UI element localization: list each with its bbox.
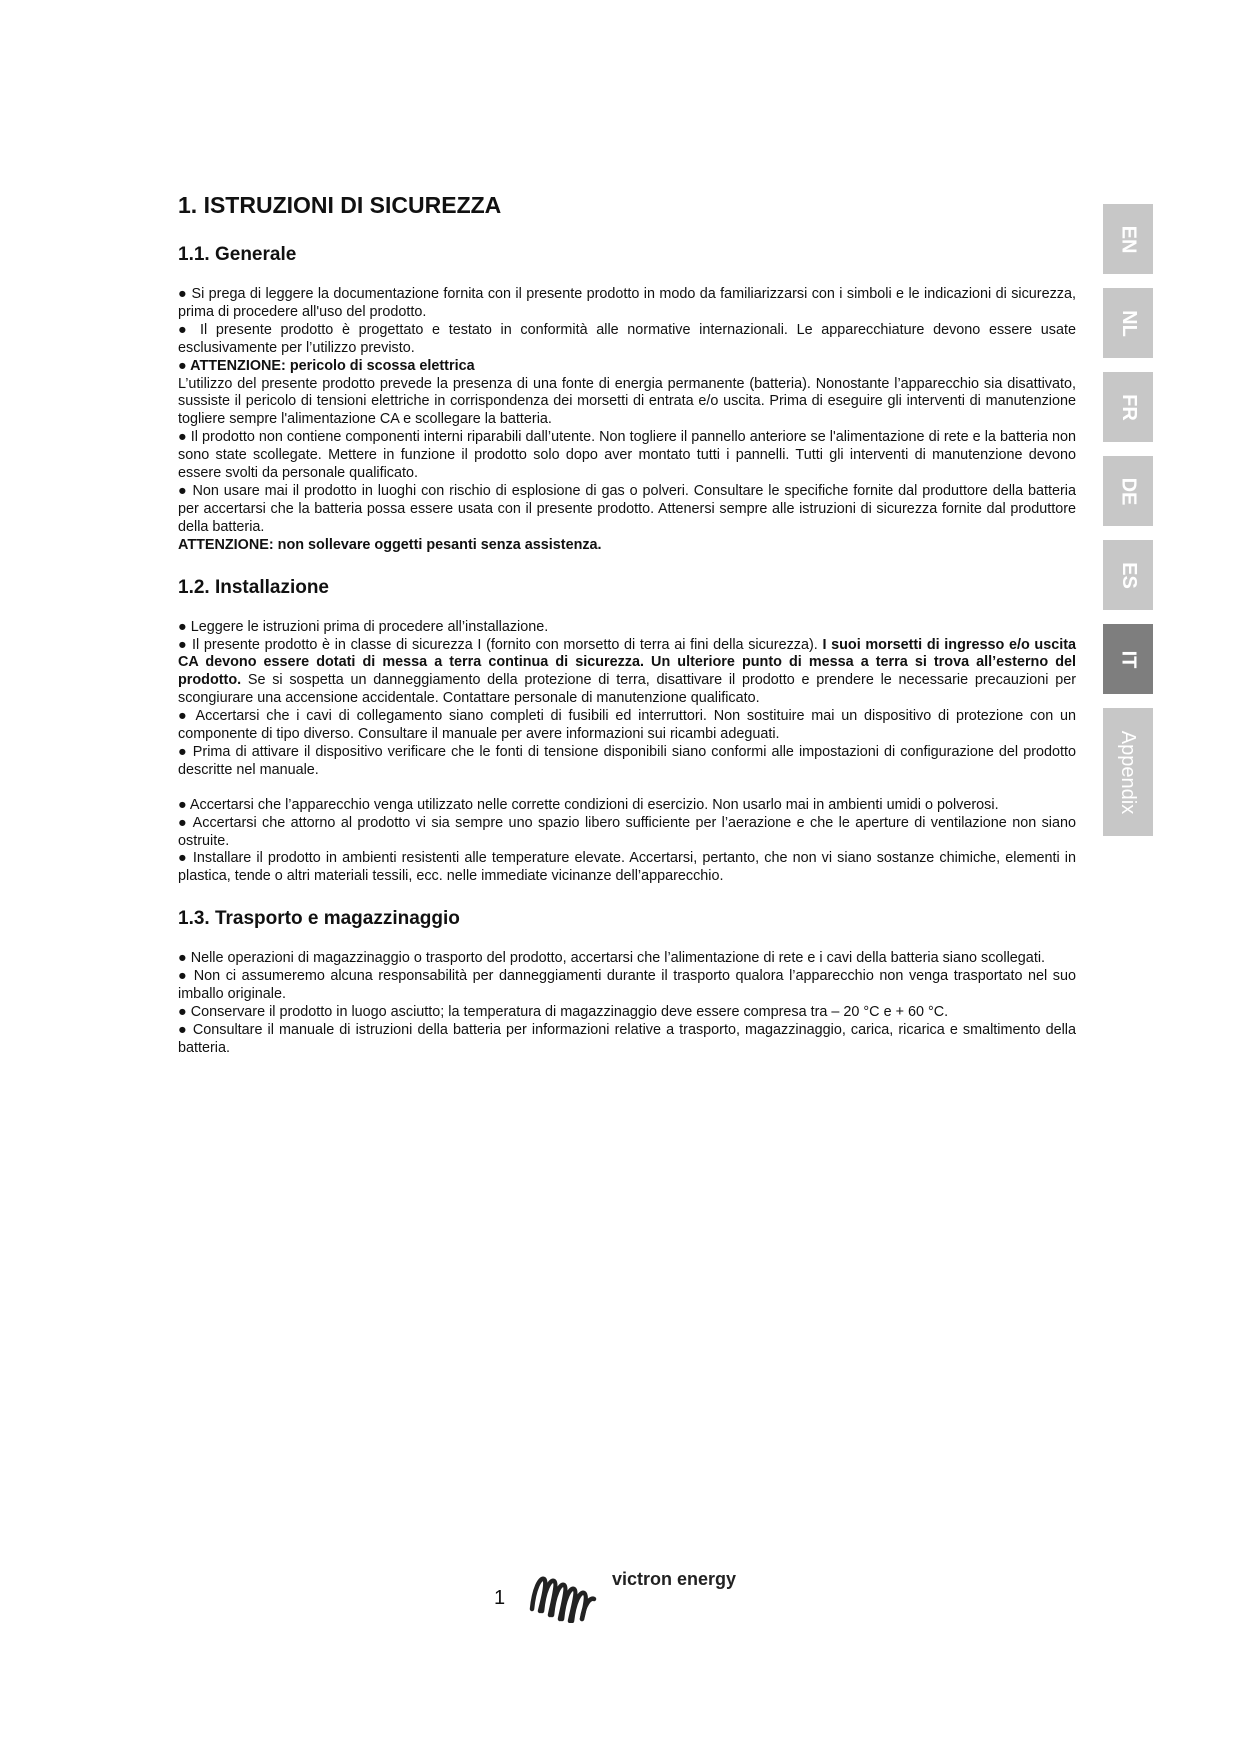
tab-label: IT xyxy=(1117,650,1140,668)
document-body xyxy=(178,190,1076,1078)
tab-en[interactable] xyxy=(1103,204,1153,274)
tab-label: NL xyxy=(1117,309,1140,337)
paragraph: L’utilizzo del presente prodotto prevede la presenza di una fonte di energia permanente (batteria). Nonostante l’apparecchio sia disattivato, sussiste il pericolo di tensioni elettriche in corrispondenza dei morsetti di entrata e/o uscita. Prima di eseguire gli interventi di manutenzione togliere sempre l'alimentazione CA e scollegare la batteria. xyxy=(178,375,1076,428)
warning-heading: ● ATTENZIONE: pericolo di scossa elettrica xyxy=(178,357,475,374)
tab-nl[interactable] xyxy=(1103,288,1153,358)
page-title: 1. ISTRUZIONI DI SICUREZZA xyxy=(178,192,502,218)
language-tabs xyxy=(1103,204,1153,850)
paragraph: ● Accertarsi che attorno al prodotto vi sia sempre uno spazio libero sufficiente per l’aerazione e che le aperture di ventilazione non siano ostruite. xyxy=(178,814,1076,849)
tab-it[interactable] xyxy=(1103,624,1153,694)
tab-label: FR xyxy=(1117,393,1140,421)
tab-fr[interactable] xyxy=(1103,372,1153,442)
paragraph: ● Non ci assumeremo alcuna responsabilità per danneggiamenti durante il trasporto qualora l’apparecchio non venga trasportato nel suo imballo originale. xyxy=(178,968,1076,1003)
tab-appendix[interactable] xyxy=(1103,708,1153,836)
page-number: 1 xyxy=(494,1587,506,1609)
section-trasporto xyxy=(178,906,1076,1057)
paragraph-text: ● Il presente prodotto è in classe di sicurezza I (fornito con morsetto di terra ai fini della sicurezza). xyxy=(178,636,823,653)
paragraph: ● Leggere le istruzioni prima di procedere all’installazione. xyxy=(178,618,549,635)
tab-label: Appendix xyxy=(1117,730,1140,814)
paragraph: ● Si prega di leggere la documentazione fornita con il presente prodotto in modo da familiarizzarsi con i simboli e le indicazioni di sicurezza, prima di procedere all'uso del prodotto. xyxy=(178,286,1076,320)
paragraph: ● Non usare mai il prodotto in luoghi con rischio di esplosione di gas o polveri. Consultare le specifiche fornite dal produttore della batteria per accertarsi che la batteria possa essere usata con il presente prodotto. Attenersi sempre alle istruzioni di sicurezza fornite dal produttore della batteria. xyxy=(178,482,1076,535)
tab-label: ES xyxy=(1117,561,1140,589)
victron-logo-icon xyxy=(526,1569,606,1623)
section-heading: 1.2. Installazione xyxy=(178,576,329,598)
page-footer xyxy=(490,1565,750,1625)
paragraph-bold-text: I suoi morsetti di ingresso e/o uscita CA devono essere dotati di messa a terra continua di sicurezza. Un ulteriore punto di messa a terra si trova all’esterno del prodotto. xyxy=(178,636,1076,689)
paragraph: ● Nelle operazioni di magazzinaggio o trasporto del prodotto, accertarsi che l’alimentazione di rete e i cavi della batteria siano scollegati. xyxy=(178,950,1046,967)
paragraph: ● Il prodotto non contiene componenti interni riparabili dall’utente. Non togliere il pannello anteriore se l'alimentazione di rete e la batteria non sono state scollegate. Mettere in funzione il prodotto solo dopo aver montato tutti i pannelli. Tutti gli interventi di manutenzione devono essere svolti da personale qualificato. xyxy=(178,429,1076,482)
paragraph: ● Prima di attivare il dispositivo verificare che le fonti di tensione disponibili siano conformi alle impostazioni di configurazione del prodotto descritte nel manuale. xyxy=(178,743,1076,778)
paragraph-text: Se si sospetta un danneggiamento della protezione di terra, disattivare il prodotto e prendere le necessarie precauzioni per scongiurare una accensione accidentale. Contattare personale di manutenzione qualificato. xyxy=(178,672,1076,707)
paragraph-mixed xyxy=(178,637,1076,709)
section-heading: 1.3. Trasporto e magazzinaggio xyxy=(178,908,460,930)
paragraph: ● Conservare il prodotto in luogo asciutto; la temperatura di magazzinaggio deve essere compresa tra – 20 °C e + 60 °C. xyxy=(178,1004,949,1020)
tab-label: EN xyxy=(1117,225,1140,253)
tab-label: DE xyxy=(1117,477,1140,505)
tab-de[interactable] xyxy=(1103,456,1153,526)
brand-name: victron energy xyxy=(612,1569,737,1589)
section-heading: 1.1. Generale xyxy=(178,244,297,265)
section-installazione xyxy=(178,575,1076,887)
paragraph: ● Installare il prodotto in ambienti resistenti alle temperature elevate. Accertarsi, pertanto, che non vi siano sostanze chimiche, elementi in plastica, tende o altri materiali tessili, ecc. nelle immediate vicinanze dell’apparecchio. xyxy=(178,850,1076,885)
section-generale xyxy=(178,242,1076,555)
warning-note: ATTENZIONE: non sollevare oggetti pesanti senza assistenza. xyxy=(178,536,602,553)
paragraph: ● Consultare il manuale di istruzioni della batteria per informazioni relative a trasporto, magazzinaggio, carica, ricarica e smaltimento della batteria. xyxy=(178,1021,1076,1056)
paragraph: ● Il presente prodotto è progettato e testato in conformità alle normative internazionali. Le apparecchiature devono essere usate esclusivamente per l’utilizzo previsto. xyxy=(178,321,1076,356)
tab-es[interactable] xyxy=(1103,540,1153,610)
paragraph: ● Accertarsi che l’apparecchio venga utilizzato nelle corrette condizioni di esercizio. Non usarlo mai in ambienti umidi o polverosi. xyxy=(178,796,999,813)
paragraph: ● Accertarsi che i cavi di collegamento siano completi di fusibili ed interruttori. Non sostituire mai un dispositivo di protezione con un componente di tipo diverso. Consultare il manuale per avere informazioni sui ricambi adeguati. xyxy=(178,708,1076,743)
